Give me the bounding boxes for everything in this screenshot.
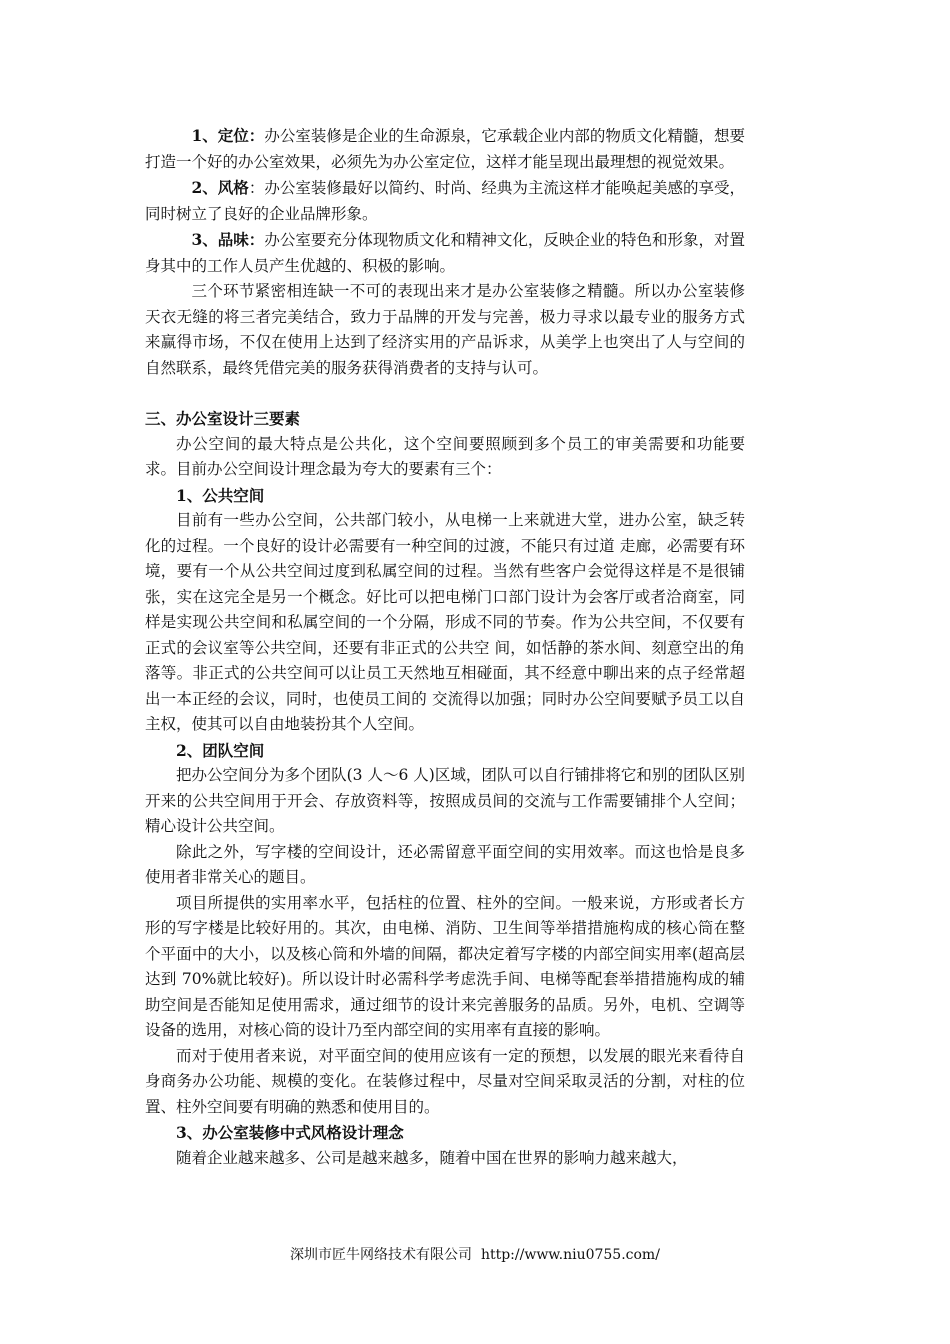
subheading-team-space: 2、团队空间 (176, 740, 265, 760)
subheading-public-space: 1、公共空间 (176, 485, 265, 505)
footer-url[interactable]: http://www.niu0755.com/ (480, 1247, 660, 1263)
subheading-chinese-style: 3、办公室装修中式风格设计理念 (176, 1123, 404, 1142)
footer-separator (472, 1247, 481, 1263)
document-body (145, 123, 745, 1171)
paragraph-style (145, 175, 745, 227)
label-taste: 3、品味： (191, 230, 265, 249)
section-heading: 三、办公室设计三要素 (145, 409, 301, 428)
paragraph-taste (145, 227, 745, 279)
text-style: ：办公室装修最好以简约、时尚、经典为主流这样才能唤起美感的享受，同时树立了良好的企业品牌形象。 (145, 179, 745, 223)
paragraph-summary: 三个环节紧密相连缺一不可的表现出来才是办公室装修之精髓。所以办公室装修天衣无缝的将三者完美结合，致力于品牌的开发与完善，极力寻求以最专业的服务方式来赢得市场，不仅在使用上达到了经济实用的产品诉求，从美学上也突出了人与空间的自然联系，最终凭借完美的服务获得消费者的支持与认可。 (145, 282, 745, 377)
paragraph-positioning (145, 123, 745, 175)
footer-company: 深圳市匠牛网络技术有限公司 (290, 1247, 473, 1263)
paragraph-public-space: 目前有一些办公空间，公共部门较小，从电梯一上来就进大堂，进办公室，缺乏转化的过程。一个良好的设计必需要有一种空间的过渡，不能只有过道 走廊，必需要有环境，要有一个从公共空间过度到私属空间的过程。当然有些客户会觉得这样是不是很铺张，实在这完全是另一个概念。好比可以把电梯门口部门设计为会客厅或者洽商室，同样是实现公共空间和私属空间的一个分隔，形成不同的节奏。作为公共空间，不仅要有正式的会议室等公共空间，还要有非正式的公共空 间，如恬静的茶水间、刻意空出的角落等。非正式的公共空间可以让员工天然地互相碰面，其不经意中聊出来的点子经常超出一本正经的会议，同时，也使员工间的 交流得以加强；同时办公空间要赋予员工以自主权，使其可以自由地装扮其个人空间。 (145, 511, 745, 733)
label-style: 2、风格 (191, 178, 249, 197)
paragraph-efficiency: 除此之外，写字楼的空间设计，还必需留意平面空间的实用效率。而这也恰是良多使用者非常关心的题目。 (145, 842, 745, 886)
label-positioning: 1、定位： (191, 126, 265, 145)
text-taste: 办公室要充分体现物质文化和精神文化，反映企业的特色和形象，对置身其中的工作人员产生优越的、积极的影响。 (145, 231, 745, 275)
paragraph-chinese-style: 随着企业越来越多、公司是越来越多，随着中国在世界的影响力越来越大， (176, 1148, 688, 1167)
page-footer (0, 1244, 950, 1264)
paragraph-usage-rate: 项目所提供的实用率水平，包括柱的位置、柱外的空间。一般来说，方形或者长方形的写字楼是比较好用的。其次，由电梯、消防、卫生间等举措措施构成的核心筒在整个平面中的大小，以及核心筒和外墙的间隔，都决定着写字楼的内部空间实用率(超高层达到 70%就比较好)。所以设计时必需科学考虑洗手间、电梯等配套举措措施构成的辅助空间是否能知足使用需求，通过细节的设计来完善服务的品质。另外，电机、空调等设备的选用，对核心筒的设计乃至内部空间的实用率有直接的影响。 (145, 893, 745, 1039)
spacer (145, 381, 745, 406)
section-intro: 办公空间的最大特点是公共化，这个空间要照顾到多个员工的审美需要和功能要求。目前办公空间设计理念最为夸大的要素有三个： (145, 434, 745, 478)
text-positioning: 办公室装修是企业的生命源泉，它承载企业内部的物质文化精髓，想要打造一个好的办公室效果，必须先为办公室定位，这样才能呈现出最理想的视觉效果。 (145, 127, 745, 171)
paragraph-user-planning: 而对于使用者来说，对平面空间的使用应该有一定的预想，以发展的眼光来看待自身商务办公功能、规模的变化。在装修过程中，尽量对空间采取灵活的分割，对柱的位置、柱外空间要有明确的熟悉和使用目的。 (145, 1046, 745, 1116)
paragraph-team-space: 把办公空间分为多个团队(3 人～6 人)区域，团队可以自行铺排将它和别的团队区别开来的公共空间用于开会、存放资料等，按照成员间的交流与工作需要铺排个人空间；精心设计公共空间。 (145, 766, 745, 835)
